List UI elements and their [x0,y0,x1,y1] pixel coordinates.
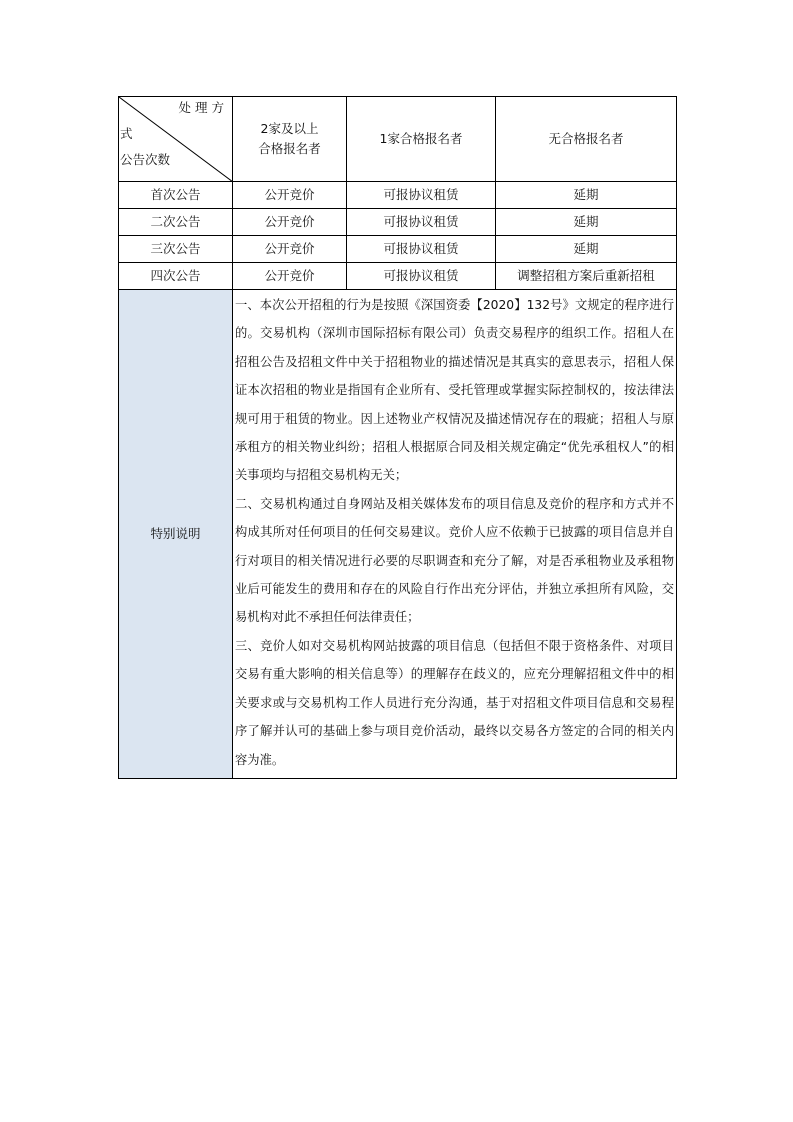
note-paragraph: 二、交易机构通过自身网站及相关媒体发布的项目信息及竞价的程序和方式并不构成其所对任何项目的任何交易建议。竞价人应不依赖于已披露的项目信息并自行对项目的相关情况进行必要的尽职调查和充分了解，对是否承租物业及承租物业后可能发生的费用和存在的风险自行作出充分评估，并独立承担所有风险，交易机构对此不承担任何法律责任； [235,496,674,625]
bidding-rules-table [118,96,677,779]
table-cell: 延期 [496,182,677,209]
row-label: 三次公告 [119,236,233,263]
note-paragraph: 一、本次公开招租的行为是按照《深国资委【2020】132号》文规定的程序进行的。交易机构（深圳市国际招标有限公司）负责交易程序的组织工作。招租人在招租公告及招租文件中关于招租物业的描述情况是其真实的意思表示，招租人保证本次招租的物业是指国有企业所有、受托管理或掌握实际控制权的，按法律法规可用于租赁的物业。因上述物业产权情况及描述情况存在的瑕疵；招租人与原承租方的相关物业纠纷；招租人根据原合同及相关规定确定“优先承租权人”的相关事项均与招租交易机构无关； [235,298,674,483]
column-header-line2: 合格报名者 [258,141,321,156]
table-cell: 公开竞价 [233,263,347,290]
column-header-line1: 2家及以上 [260,121,319,136]
table-cell: 公开竞价 [233,236,347,263]
table-row [119,209,677,236]
diagonal-header-cell [119,97,233,182]
row-label: 二次公告 [119,209,233,236]
table-cell: 公开竞价 [233,209,347,236]
table-cell: 可报协议租赁 [347,182,496,209]
row-label: 四次公告 [119,263,233,290]
table-header-row [119,97,677,182]
table-cell: 可报协议租赁 [347,236,496,263]
corner-label-announcement-count: 公告次数 [120,152,171,167]
corner-label-method-tail: 式 [120,126,133,141]
table-row [119,263,677,290]
table-cell: 公开竞价 [233,182,347,209]
column-header-none-qualified: 无合格报名者 [496,97,677,182]
special-notes-label: 特别说明 [119,290,233,779]
table-cell: 可报协议租赁 [347,263,496,290]
column-header-two-or-more [233,97,347,182]
special-notes-row [119,290,677,779]
table-cell: 可报协议租赁 [347,209,496,236]
column-header-one-qualified: 1家合格报名者 [347,97,496,182]
table-cell: 调整招租方案后重新招租 [496,263,677,290]
special-notes-body [233,290,677,779]
table-row [119,182,677,209]
table-cell: 延期 [496,209,677,236]
table-cell: 延期 [496,236,677,263]
corner-label-method: 处理方 [178,100,228,115]
row-label: 首次公告 [119,182,233,209]
note-paragraph: 三、竞价人如对交易机构网站披露的项目信息（包括但不限于资格条件、对项目交易有重大影响的相关信息等）的理解存在歧义的，应充分理解招租文件中的相关要求或与交易机构工作人员进行充分沟通，基于对招租文件项目信息和交易程序了解并认可的基础上参与项目竞价活动，最终以交易各方签定的合同的相关内容为准。 [235,638,674,767]
table-row [119,236,677,263]
